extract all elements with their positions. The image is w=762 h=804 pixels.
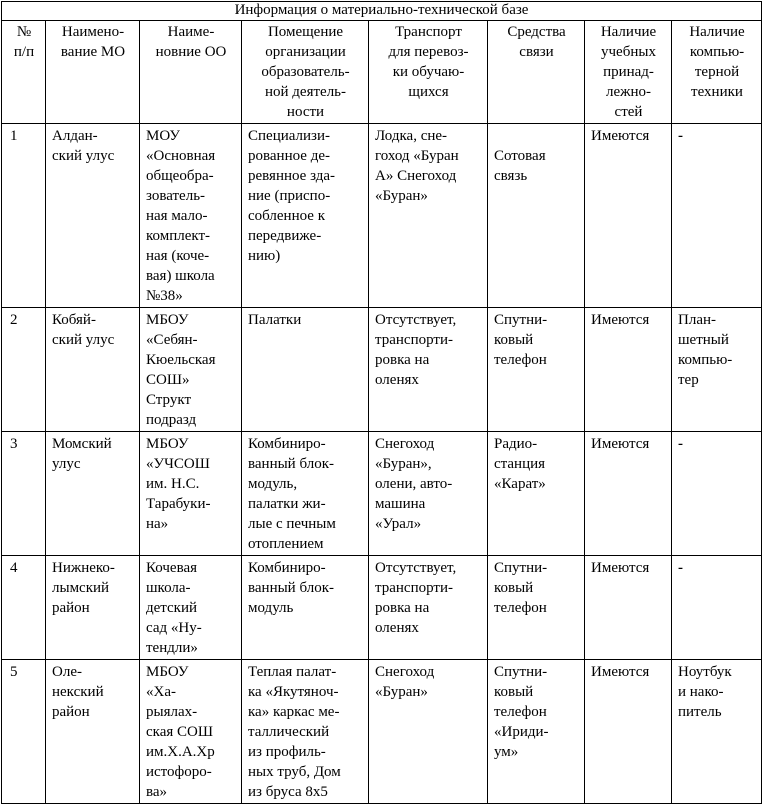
cell-mo: Кобяй- ский улус [46,308,140,432]
cell-transport: Лодка, сне- гоход «Буран А» Снегоход «Буран» [369,124,488,308]
cell-oo: МБОУ «Ха- рыялах- ская СОШ им.Х.А.Хр истофоро- ва» [140,660,242,804]
cell-mo: Момский улус [46,432,140,556]
cell-oo: МБОУ «Себян- Кюельская СОШ» Структ подразд [140,308,242,432]
cell-supplies: Имеются [585,124,672,308]
cell-premises: Палатки [242,308,369,432]
header-oo: Наиме- новние ОО [140,21,242,124]
header-computers: Наличие компью- терной техники [672,21,762,124]
cell-computers: - [672,432,762,556]
cell-num: 5 [2,660,46,804]
cell-computers: - [672,556,762,660]
cell-communication: Спутни- ковый телефон [488,308,585,432]
cell-transport: Отсутствует, транспорти- ровка на оленях [369,308,488,432]
title-row [2,2,762,21]
cell-num: 4 [2,556,46,660]
cell-premises: Комбиниро- ванный блок- модуль, палатки жи- лые с печным отоплением [242,432,369,556]
header-num: № п/п [2,21,46,124]
cell-communication: Спутни- ковый телефон [488,556,585,660]
cell-communication: Радио- станция «Карат» [488,432,585,556]
cell-transport: Снегоход «Буран», олени, авто- машина «Урал» [369,432,488,556]
cell-mo: Нижнеко- лымский район [46,556,140,660]
cell-premises: Специализи- рованное де- ревянное зда- ние (приспо- собленное к передвиже- нию) [242,124,369,308]
cell-transport: Снегоход «Буран» [369,660,488,804]
material-technical-base-table [1,1,762,804]
cell-supplies: Имеются [585,432,672,556]
cell-num: 3 [2,432,46,556]
header-mo: Наимено- вание МО [46,21,140,124]
cell-communication: Сотовая связь [488,124,585,308]
header-supplies: Наличие учебных принад- лежно- стей [585,21,672,124]
cell-communication: Спутни- ковый телефон «Ириди- ум» [488,660,585,804]
cell-premises: Теплая палат- ка «Якутяноч- ка» каркас ме- таллический из профиль- ных труб, Дом из бруса 8х5 [242,660,369,804]
table-title: Информация о материально-технической базе [2,2,762,21]
table-row [2,308,762,432]
header-communication: Средства связи [488,21,585,124]
cell-mo: Оле- некский район [46,660,140,804]
cell-computers: План- шетный компью- тер [672,308,762,432]
cell-oo: МБОУ «УЧСОШ им. Н.С. Тарабуки- на» [140,432,242,556]
cell-oo: МОУ «Основная общеобра- зователь- ная мало- комплект- ная (коче- вая) школа №38» [140,124,242,308]
cell-supplies: Имеются [585,308,672,432]
cell-oo: Кочевая школа- детский сад «Ну- тендли» [140,556,242,660]
table-row [2,124,762,308]
cell-supplies: Имеются [585,556,672,660]
header-transport: Транспорт для перевоз- ки обучаю- щихся [369,21,488,124]
cell-premises: Комбиниро- ванный блок- модуль [242,556,369,660]
cell-num: 2 [2,308,46,432]
table-row [2,660,762,804]
cell-computers: Ноутбук и нако- питель [672,660,762,804]
header-premises: Помещение организации образователь- ной деятель- ности [242,21,369,124]
cell-supplies: Имеются [585,660,672,804]
table-row [2,556,762,660]
table-row [2,432,762,556]
cell-mo: Алдан- ский улус [46,124,140,308]
header-row [2,21,762,124]
cell-transport: Отсутствует, транспорти- ровка на оленях [369,556,488,660]
cell-num: 1 [2,124,46,308]
cell-computers: - [672,124,762,308]
